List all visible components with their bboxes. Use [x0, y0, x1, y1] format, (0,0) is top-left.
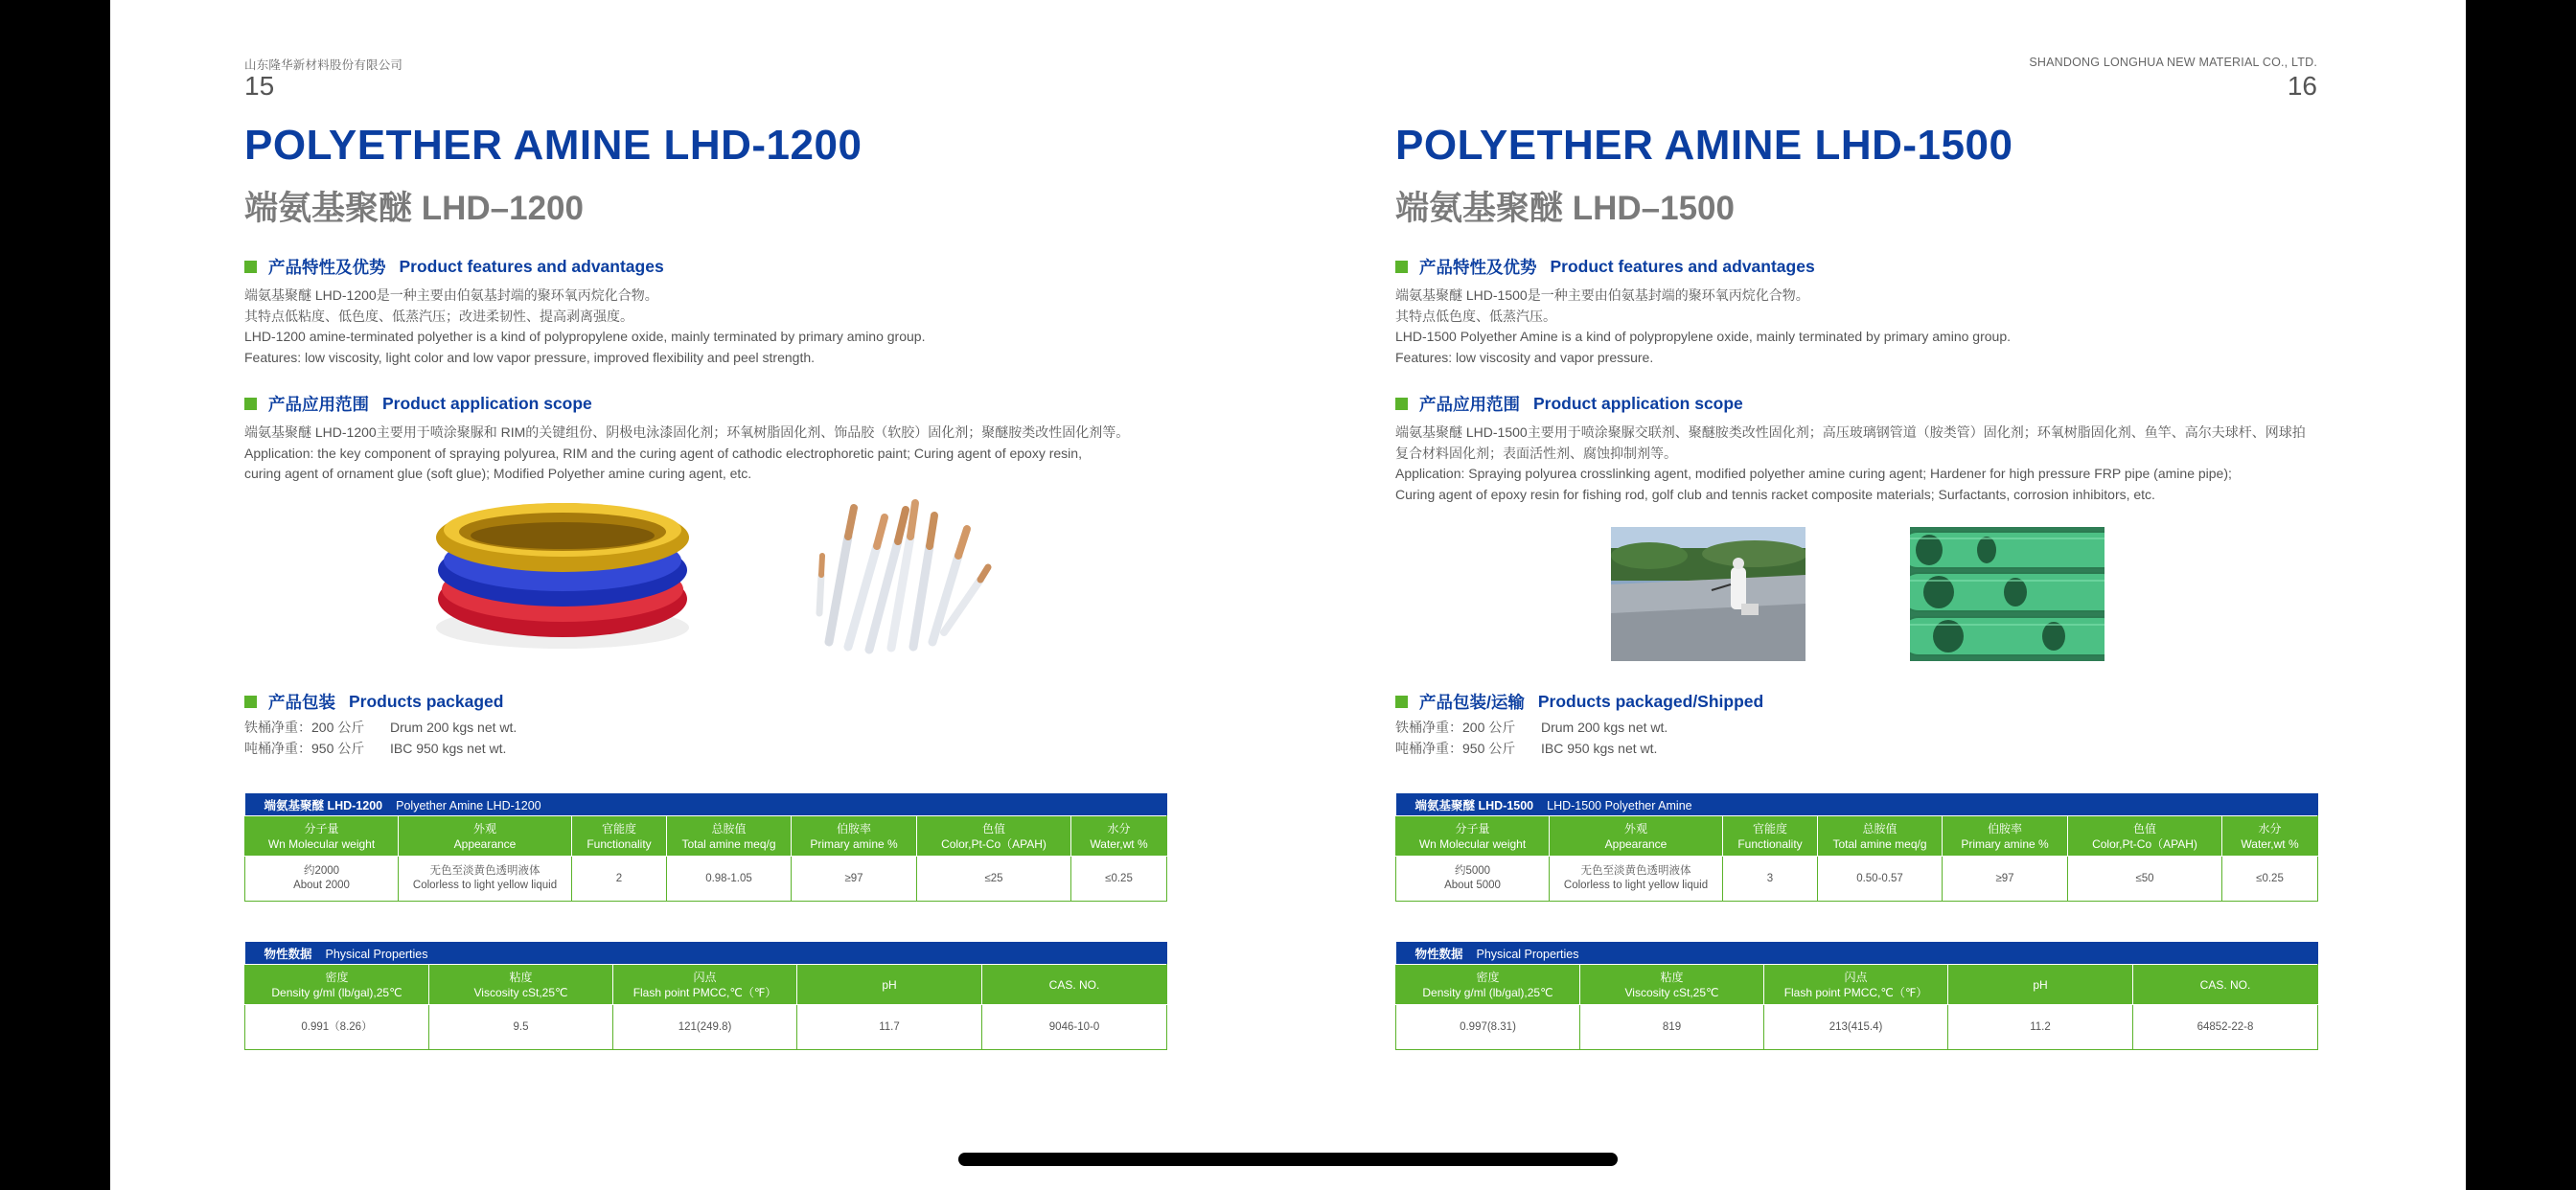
features-heading-cn: 产品特性及优势 — [268, 258, 386, 277]
table-cell: 9.5 — [429, 1005, 613, 1050]
header-cn: 水分 — [1107, 821, 1131, 835]
table-cell: 约5000 About 5000 — [1396, 857, 1550, 902]
features-line: 其特点低粘度、低色度、低蒸汽压；改进柔韧性、提高剥离强度。 — [244, 308, 633, 324]
table-cell: 64852-22-8 — [2133, 1005, 2318, 1050]
phys-header: pH — [797, 965, 982, 1005]
phys-table-title — [245, 942, 1167, 965]
phys-header: 闪点 Flash point PMCC,℃（℉） — [613, 965, 797, 1005]
packaging-row — [244, 739, 517, 760]
table-cell: 819 — [1580, 1005, 1764, 1050]
spec-header: 色值 Color,Pt-Co（APAH) — [2068, 816, 2222, 857]
table-cell: ≥97 — [1943, 857, 2068, 902]
features-line: 端氨基聚醚 LHD-1200是一种主要由伯氨基封端的聚环氧丙烷化合物。 — [244, 287, 658, 303]
application-heading-cn: 产品应用范围 — [268, 395, 369, 414]
bullet-square-icon — [1395, 398, 1408, 410]
bullet-square-icon — [1395, 261, 1408, 273]
table-cell: 约2000 About 2000 — [245, 857, 399, 902]
table-cell: 213(415.4) — [1764, 1005, 1948, 1050]
phys-table-title — [1396, 942, 2318, 965]
packaging-heading-cn: 产品包装 — [268, 693, 335, 712]
application-text — [244, 423, 1184, 485]
header-en: Functionality — [586, 836, 652, 851]
table-cell: 3 — [1723, 857, 1818, 902]
packaging-list — [244, 718, 517, 759]
header-cn: 官能度 — [601, 821, 636, 835]
spec-header — [245, 816, 399, 857]
roof-spraying-photo — [1611, 527, 1806, 661]
header-cn: 伯胺率 — [836, 821, 871, 835]
spec-header: 水分 Water,wt % — [2222, 816, 2318, 857]
spec-table — [244, 793, 1167, 902]
company-name: 山东隆华新材料股份有限公司 — [244, 58, 403, 72]
table-cell: ≤0.25 — [2222, 857, 2318, 902]
spec-header — [917, 816, 1071, 857]
application-heading-en: Product application scope — [382, 394, 592, 413]
packaging-heading-en: Products packaged/Shipped — [1537, 692, 1764, 711]
application-text — [1395, 423, 2320, 505]
phys-header: 闪点 Flash point PMCC,℃（℉） — [1764, 965, 1948, 1005]
phys-title-en: Physical Properties — [1476, 947, 1579, 961]
spec-header — [792, 816, 917, 857]
features-heading-en: Product features and advantages — [399, 257, 664, 276]
packaging-list — [1395, 718, 1668, 759]
packaging-cn: 吨桶净重：950 公斤 — [1395, 740, 1516, 756]
features-heading-en: Product features and advantages — [1550, 257, 1815, 276]
packaging-heading-en: Products packaged — [349, 692, 504, 711]
application-heading-en: Product application scope — [1533, 394, 1743, 413]
packaging-en: Drum 200 kgs net wt. — [390, 720, 518, 735]
packaging-en: Drum 200 kgs net wt. — [1541, 720, 1668, 735]
brochure-spread — [110, 0, 2466, 1190]
spec-title-en: Polyether Amine LHD-1200 — [396, 798, 541, 812]
packaging-cn: 铁桶净重：200 公斤 — [1395, 720, 1516, 735]
table-cell: ≤25 — [917, 857, 1071, 902]
packaging-heading — [244, 690, 503, 714]
features-text — [244, 286, 1184, 368]
header-cn: 总胺值 — [711, 821, 747, 835]
spec-title-cn: 端氨基聚醚 LHD-1500 — [1414, 798, 1534, 812]
product-title-en: POLYETHER AMINE LHD-1500 — [1395, 122, 2013, 169]
physical-properties-table — [244, 942, 1167, 1050]
table-cell: ≥97 — [792, 857, 917, 902]
spec-header — [667, 816, 792, 857]
features-line: 端氨基聚醚 LHD-1500是一种主要由伯氨基封端的聚环氧丙烷化合物。 — [1395, 287, 1809, 303]
spec-header — [1071, 816, 1167, 857]
phys-header: pH — [1948, 965, 2133, 1005]
tubes-image — [810, 489, 992, 661]
application-line: 复合材料固化剂；表面活性剂、腐蚀抑制剂等。 — [1395, 445, 1677, 461]
table-cell: ≤50 — [2068, 857, 2222, 902]
spec-header — [572, 816, 667, 857]
company-name: SHANDONG LONGHUA NEW MATERIAL CO., LTD. — [2029, 56, 2317, 69]
table-cell: 无色至淡黄色透明液体 Colorless to light yellow liquid — [1550, 857, 1723, 902]
spec-title-en: LHD-1500 Polyether Amine — [1547, 798, 1692, 812]
table-cell: 0.98-1.05 — [667, 857, 792, 902]
table-cell: ≤0.25 — [1071, 857, 1167, 902]
features-line: Features: low viscosity, light color and low vapor pressure, improved flexibility and peel strength. — [244, 349, 816, 365]
spec-header — [399, 816, 572, 857]
packaging-cn: 铁桶净重：200 公斤 — [244, 720, 365, 735]
phys-title-en: Physical Properties — [325, 947, 428, 961]
page-left — [110, 0, 1288, 1190]
bullet-square-icon — [244, 398, 257, 410]
header-en: Wn Molecular weight — [267, 836, 376, 851]
application-line: 端氨基聚醚 LHD-1500主要用于喷涂聚脲交联剂、聚醚胺类改性固化剂；高压玻璃钢管道（胺类管）固化剂；环氧树脂固化剂、鱼竿、高尔夫球杆、网球拍 — [1395, 424, 2306, 440]
physical-properties-table — [1395, 942, 2318, 1050]
table-row — [1396, 857, 2318, 902]
application-line: curing agent of ornament glue (soft glue); Modified Polyether amine curing agent, etc. — [244, 466, 752, 481]
phys-header: 粘度 Viscosity cSt,25℃ — [1580, 965, 1764, 1005]
packaging-en: IBC 950 kgs net wt. — [390, 740, 507, 756]
product-title-cn: 端氨基聚醚 LHD–1200 — [244, 190, 584, 227]
page-number: 15 — [244, 71, 275, 101]
bullet-square-icon — [244, 261, 257, 273]
phys-title-cn: 物性数据 — [264, 947, 312, 961]
table-row — [1396, 1005, 2318, 1050]
features-text — [1395, 286, 2334, 368]
application-line: Curing agent of epoxy resin for fishing rod, golf club and tennis racket composite materials; Surfactants, corrosion inhibitors, etc. — [1395, 486, 2155, 502]
application-heading-cn: 产品应用范围 — [1419, 395, 1520, 414]
phys-header: 粘度 Viscosity cSt,25℃ — [429, 965, 613, 1005]
application-line: Application: the key component of spraying polyurea, RIM and the curing agent of cathodic electrophoretic paint; Curing agent of epoxy resin, — [244, 445, 1082, 461]
header-cn: 外观 — [472, 821, 496, 835]
packaging-heading-cn: 产品包装/运输 — [1419, 693, 1525, 712]
application-heading — [244, 392, 592, 416]
table-cell: 11.2 — [1948, 1005, 2133, 1050]
spec-header: 分子量 Wn Molecular weight — [1396, 816, 1550, 857]
phys-header: 密度 Density g/ml (lb/gal),25℃ — [1396, 965, 1580, 1005]
table-cell: 2 — [572, 857, 667, 902]
application-heading — [1395, 392, 1743, 416]
header-en: Appearance — [453, 836, 517, 851]
features-line: 其特点低色度、低蒸汽压。 — [1395, 308, 1556, 324]
packaging-cn: 吨桶净重：950 公斤 — [244, 740, 365, 756]
table-cell: 0.991（8.26） — [245, 1005, 429, 1050]
packaging-row — [1395, 718, 1668, 739]
spec-header: 官能度 Functionality — [1723, 816, 1818, 857]
page-right — [1288, 0, 2466, 1190]
bullet-square-icon — [1395, 696, 1408, 708]
home-indicator[interactable] — [958, 1153, 1618, 1166]
phys-header: 密度 Density g/ml (lb/gal),25℃ — [245, 965, 429, 1005]
spec-header: 总胺值 Total amine meq/g — [1818, 816, 1943, 857]
spec-table-title — [1396, 793, 2318, 816]
wheel-rim-image — [426, 493, 700, 652]
spec-header: 外观 Appearance — [1550, 816, 1723, 857]
table-cell: 0.50-0.57 — [1818, 857, 1943, 902]
table-row — [245, 857, 1167, 902]
packaging-row — [1395, 739, 1668, 760]
features-line: LHD-1200 amine-terminated polyether is a kind of polypropylene oxide, mainly terminated by primary amino group. — [244, 329, 926, 344]
features-line: LHD-1500 Polyether Amine is a kind of polypropylene oxide, mainly terminated by primary amino group. — [1395, 329, 2011, 344]
header-en: Primary amine % — [810, 836, 898, 851]
table-cell: 9046-10-0 — [982, 1005, 1167, 1050]
application-line: 端氨基聚醚 LHD-1200主要用于喷涂聚脲和 RIM的关键组份、阴极电泳漆固化剂；环氧树脂固化剂、饰品胶（软胶）固化剂；聚醚胺类改性固化剂等。 — [244, 424, 1130, 440]
page-number: 16 — [2287, 71, 2317, 101]
table-cell: 无色至淡黄色透明液体 Colorless to light yellow liquid — [399, 857, 572, 902]
application-line: Application: Spraying polyurea crosslinking agent, modified polyether amine curing agent; Hardener for high pressure FRP pipe (amine pipe); — [1395, 466, 2232, 481]
packaging-en: IBC 950 kgs net wt. — [1541, 740, 1658, 756]
packaging-row — [244, 718, 517, 739]
phys-title-cn: 物性数据 — [1414, 947, 1463, 961]
header-en: Color,Pt-Co（APAH) — [941, 836, 1046, 851]
spec-table-title — [245, 793, 1167, 816]
header-cn: 分子量 — [304, 821, 339, 835]
phys-header: CAS. NO. — [2133, 965, 2318, 1005]
bullet-square-icon — [244, 696, 257, 708]
packaging-heading — [1395, 690, 1763, 714]
table-cell: 0.997(8.31) — [1396, 1005, 1580, 1050]
header-en: Water,wt % — [1090, 836, 1148, 851]
features-line: Features: low viscosity and vapor pressure. — [1395, 349, 1654, 365]
spec-title-cn: 端氨基聚醚 LHD-1200 — [264, 798, 383, 812]
product-title-en: POLYETHER AMINE LHD-1200 — [244, 122, 862, 169]
table-cell: 11.7 — [797, 1005, 982, 1050]
product-title-cn: 端氨基聚醚 LHD–1500 — [1395, 190, 1735, 227]
spec-header: 伯胺率 Primary amine % — [1943, 816, 2068, 857]
features-heading — [1395, 255, 1815, 279]
features-heading-cn: 产品特性及优势 — [1419, 258, 1537, 277]
features-heading — [244, 255, 664, 279]
spec-table — [1395, 793, 2318, 902]
frp-pipes-photo — [1910, 527, 2104, 661]
table-row — [245, 1005, 1167, 1050]
phys-header: CAS. NO. — [982, 965, 1167, 1005]
header-en: Total amine meq/g — [681, 836, 776, 851]
header-cn: 色值 — [981, 821, 1005, 835]
table-cell: 121(249.8) — [613, 1005, 797, 1050]
